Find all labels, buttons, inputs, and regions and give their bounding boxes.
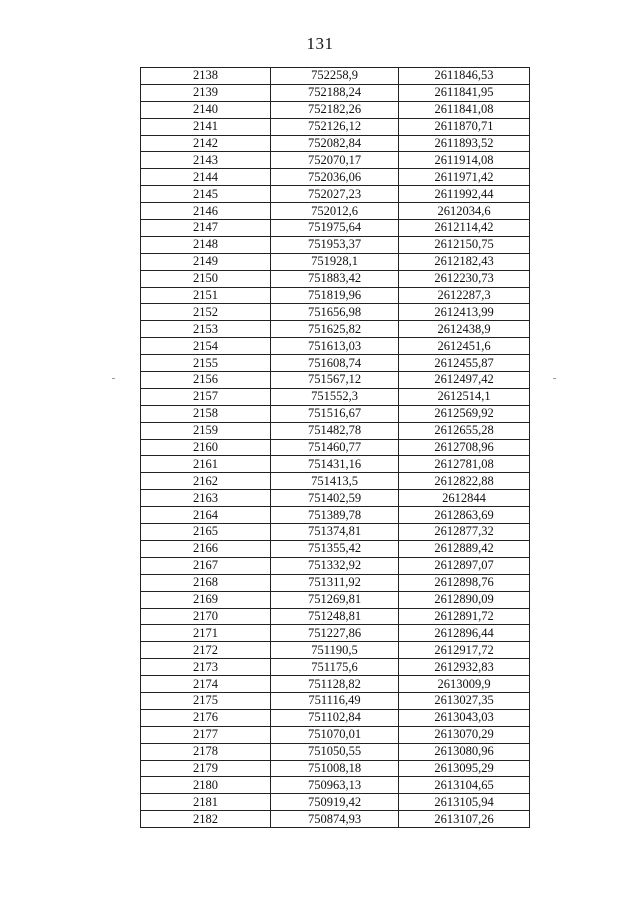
point-number-cell: 2166 [141,540,271,557]
x-coordinate-cell: 751374,81 [271,524,399,541]
y-coordinate-cell: 2613043,03 [399,709,530,726]
table-row [141,557,530,574]
point-number-cell: 2163 [141,490,271,507]
x-coordinate-cell: 751248,81 [271,608,399,625]
table-row [141,68,530,85]
y-coordinate-cell: 2611971,42 [399,169,530,186]
point-number-cell: 2147 [141,220,271,237]
x-coordinate-cell: 751819,96 [271,287,399,304]
point-number-cell: 2148 [141,236,271,253]
y-coordinate-cell: 2612891,72 [399,608,530,625]
x-coordinate-cell: 751608,74 [271,355,399,372]
table-row [141,388,530,405]
point-number-cell: 2169 [141,591,271,608]
point-number-cell: 2170 [141,608,271,625]
x-coordinate-cell: 751008,18 [271,760,399,777]
y-coordinate-cell: 2613070,29 [399,726,530,743]
x-coordinate-cell: 751482,78 [271,422,399,439]
table-row [141,405,530,422]
table-row [141,372,530,389]
table-row [141,186,530,203]
point-number-cell: 2172 [141,642,271,659]
table-row [141,422,530,439]
x-coordinate-cell: 751175,6 [271,659,399,676]
point-number-cell: 2160 [141,439,271,456]
y-coordinate-cell: 2612890,09 [399,591,530,608]
point-number-cell: 2143 [141,152,271,169]
table-row [141,659,530,676]
y-coordinate-cell: 2611893,52 [399,135,530,152]
table-row [141,439,530,456]
table-row [141,540,530,557]
x-coordinate-cell: 751070,01 [271,726,399,743]
x-coordinate-cell: 752070,17 [271,152,399,169]
point-number-cell: 2171 [141,625,271,642]
point-number-cell: 2168 [141,574,271,591]
x-coordinate-cell: 752258,9 [271,68,399,85]
point-number-cell: 2140 [141,101,271,118]
y-coordinate-cell: 2612438,9 [399,321,530,338]
y-coordinate-cell: 2612889,42 [399,540,530,557]
table-row [141,692,530,709]
table-row [141,760,530,777]
table-row [141,524,530,541]
point-number-cell: 2146 [141,203,271,220]
x-coordinate-cell: 751953,37 [271,236,399,253]
y-coordinate-cell: 2612514,1 [399,388,530,405]
y-coordinate-cell: 2611841,95 [399,84,530,101]
table-row [141,777,530,794]
point-number-cell: 2175 [141,692,271,709]
y-coordinate-cell: 2611846,53 [399,68,530,85]
coordinates-table [140,67,530,828]
point-number-cell: 2155 [141,355,271,372]
table-row [141,811,530,828]
y-coordinate-cell: 2612932,83 [399,659,530,676]
x-coordinate-cell: 751567,12 [271,372,399,389]
point-number-cell: 2145 [141,186,271,203]
table-row [141,591,530,608]
point-number-cell: 2173 [141,659,271,676]
x-coordinate-cell: 750874,93 [271,811,399,828]
point-number-cell: 2176 [141,709,271,726]
table-row [141,236,530,253]
point-number-cell: 2156 [141,372,271,389]
table-row [141,456,530,473]
point-number-cell: 2139 [141,84,271,101]
x-coordinate-cell: 751431,16 [271,456,399,473]
x-coordinate-cell: 751311,92 [271,574,399,591]
table-row [141,220,530,237]
point-number-cell: 2179 [141,760,271,777]
y-coordinate-cell: 2612708,96 [399,439,530,456]
point-number-cell: 2181 [141,794,271,811]
point-number-cell: 2151 [141,287,271,304]
x-coordinate-cell: 751552,3 [271,388,399,405]
y-coordinate-cell: 2612863,69 [399,507,530,524]
table-row [141,101,530,118]
point-number-cell: 2180 [141,777,271,794]
x-coordinate-cell: 751269,81 [271,591,399,608]
y-coordinate-cell: 2612451,6 [399,338,530,355]
y-coordinate-cell: 2613027,35 [399,692,530,709]
page-number: 131 [306,34,334,53]
x-coordinate-cell: 751050,55 [271,743,399,760]
y-coordinate-cell: 2612287,3 [399,287,530,304]
y-coordinate-cell: 2612896,44 [399,625,530,642]
table-row [141,270,530,287]
table-row [141,253,530,270]
y-coordinate-cell: 2613080,96 [399,743,530,760]
y-coordinate-cell: 2612917,72 [399,642,530,659]
table-row [141,473,530,490]
table-row [141,625,530,642]
y-coordinate-cell: 2612114,42 [399,220,530,237]
table-row [141,676,530,693]
x-coordinate-cell: 751516,67 [271,405,399,422]
x-coordinate-cell: 751227,86 [271,625,399,642]
point-number-cell: 2141 [141,118,271,135]
y-coordinate-cell: 2612877,32 [399,524,530,541]
y-coordinate-cell: 2613105,94 [399,794,530,811]
point-number-cell: 2159 [141,422,271,439]
point-number-cell: 2165 [141,524,271,541]
point-number-cell: 2142 [141,135,271,152]
x-coordinate-cell: 751128,82 [271,676,399,693]
x-coordinate-cell: 751389,78 [271,507,399,524]
y-coordinate-cell: 2612230,73 [399,270,530,287]
table-row [141,203,530,220]
table-row [141,304,530,321]
point-number-cell: 2161 [141,456,271,473]
point-number-cell: 2138 [141,68,271,85]
x-coordinate-cell: 752012,6 [271,203,399,220]
x-coordinate-cell: 751975,64 [271,220,399,237]
y-coordinate-cell: 2612150,75 [399,236,530,253]
y-coordinate-cell: 2612822,88 [399,473,530,490]
scan-speck [112,378,115,379]
y-coordinate-cell: 2613009,9 [399,676,530,693]
table-row [141,84,530,101]
x-coordinate-cell: 752082,84 [271,135,399,152]
point-number-cell: 2177 [141,726,271,743]
y-coordinate-cell: 2612781,08 [399,456,530,473]
table-row [141,135,530,152]
point-number-cell: 2162 [141,473,271,490]
y-coordinate-cell: 2611992,44 [399,186,530,203]
y-coordinate-cell: 2612455,87 [399,355,530,372]
x-coordinate-cell: 751625,82 [271,321,399,338]
point-number-cell: 2182 [141,811,271,828]
table-row [141,642,530,659]
point-number-cell: 2158 [141,405,271,422]
point-number-cell: 2154 [141,338,271,355]
point-number-cell: 2152 [141,304,271,321]
scan-speck [553,378,556,379]
x-coordinate-cell: 750963,13 [271,777,399,794]
point-number-cell: 2174 [141,676,271,693]
point-number-cell: 2149 [141,253,271,270]
x-coordinate-cell: 751355,42 [271,540,399,557]
x-coordinate-cell: 751656,98 [271,304,399,321]
point-number-cell: 2178 [141,743,271,760]
x-coordinate-cell: 751613,03 [271,338,399,355]
table-row [141,608,530,625]
y-coordinate-cell: 2612413,99 [399,304,530,321]
y-coordinate-cell: 2612898,76 [399,574,530,591]
x-coordinate-cell: 752027,23 [271,186,399,203]
table-row [141,490,530,507]
table-row [141,118,530,135]
coordinates-table-body [141,68,530,828]
table-row [141,574,530,591]
y-coordinate-cell: 2613095,29 [399,760,530,777]
y-coordinate-cell: 2613107,26 [399,811,530,828]
x-coordinate-cell: 751190,5 [271,642,399,659]
x-coordinate-cell: 751928,1 [271,253,399,270]
x-coordinate-cell: 752036,06 [271,169,399,186]
table-row [141,152,530,169]
x-coordinate-cell: 752188,24 [271,84,399,101]
table-row [141,743,530,760]
point-number-cell: 2167 [141,557,271,574]
point-number-cell: 2153 [141,321,271,338]
x-coordinate-cell: 751883,42 [271,270,399,287]
point-number-cell: 2150 [141,270,271,287]
y-coordinate-cell: 2611841,08 [399,101,530,118]
x-coordinate-cell: 751402,59 [271,490,399,507]
table-row [141,726,530,743]
x-coordinate-cell: 752126,12 [271,118,399,135]
y-coordinate-cell: 2612034,6 [399,203,530,220]
table-row [141,169,530,186]
table-row [141,355,530,372]
y-coordinate-cell: 2612497,42 [399,372,530,389]
y-coordinate-cell: 2611870,71 [399,118,530,135]
table-row [141,507,530,524]
point-number-cell: 2157 [141,388,271,405]
table-row [141,709,530,726]
x-coordinate-cell: 751116,49 [271,692,399,709]
point-number-cell: 2164 [141,507,271,524]
table-row [141,287,530,304]
x-coordinate-cell: 751460,77 [271,439,399,456]
y-coordinate-cell: 2612844 [399,490,530,507]
y-coordinate-cell: 2612569,92 [399,405,530,422]
y-coordinate-cell: 2612655,28 [399,422,530,439]
x-coordinate-cell: 751102,84 [271,709,399,726]
y-coordinate-cell: 2612897,07 [399,557,530,574]
table-row [141,321,530,338]
x-coordinate-cell: 752182,26 [271,101,399,118]
x-coordinate-cell: 750919,42 [271,794,399,811]
table-row [141,338,530,355]
point-number-cell: 2144 [141,169,271,186]
x-coordinate-cell: 751413,5 [271,473,399,490]
y-coordinate-cell: 2613104,65 [399,777,530,794]
x-coordinate-cell: 751332,92 [271,557,399,574]
table-row [141,794,530,811]
y-coordinate-cell: 2611914,08 [399,152,530,169]
y-coordinate-cell: 2612182,43 [399,253,530,270]
